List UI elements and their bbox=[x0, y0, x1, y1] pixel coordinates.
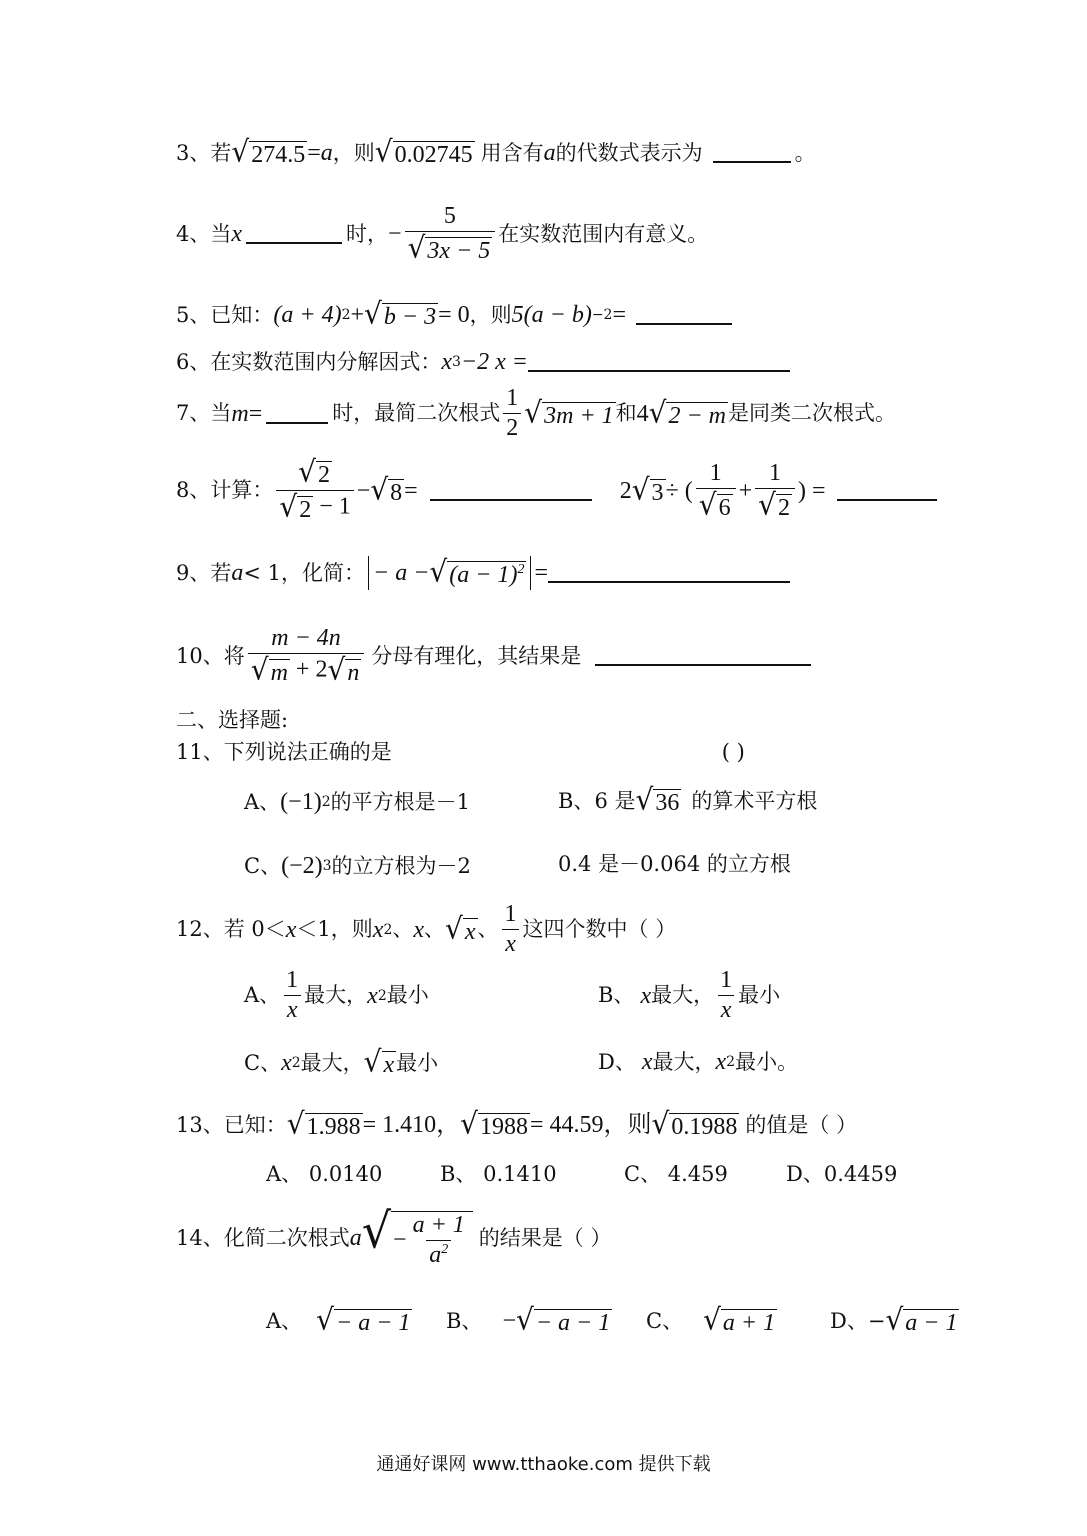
option-11-d[interactable]: 0.4 是－0.064 的立方根 bbox=[558, 852, 791, 876]
option-11-b[interactable]: B、 6 是 √ 36 的算术平方根 bbox=[558, 782, 818, 817]
answer-blank[interactable] bbox=[430, 481, 592, 501]
answer-blank[interactable] bbox=[246, 224, 342, 244]
option-13-a[interactable]: A、 0.0140 bbox=[266, 1162, 383, 1186]
option-13-c[interactable]: C、 4.459 bbox=[624, 1162, 728, 1186]
answer-blank[interactable] bbox=[837, 481, 937, 501]
answer-blank[interactable] bbox=[266, 404, 328, 424]
option-11-a[interactable]: A、 (−1) 2 的平方根是－1 bbox=[244, 789, 470, 815]
option-12-c[interactable]: C、 x 2 最大， √ x 最小 bbox=[244, 1044, 439, 1079]
option-14-b[interactable]: B、 − √ − a − 1 bbox=[446, 1302, 611, 1337]
option-14-d[interactable]: D、− √ a − 1 bbox=[830, 1302, 958, 1337]
question-9: 9、 若 a < 1，化简： − a − √ $(a - 1)^2$ = bbox=[176, 556, 794, 590]
question-4: 4、 当 x 时， − 5 √ 3x − 5 在实数范围内有意义。 bbox=[176, 203, 709, 265]
option-12-d[interactable]: D、 x 最大， x 2 最小。 bbox=[598, 1049, 799, 1075]
answer-blank[interactable] bbox=[528, 352, 790, 372]
question-6: 6、 在实数范围内分解因式： x 3 −2 x = bbox=[176, 350, 794, 374]
question-7: 7、 当 m = 时，最简二次根式 1 2 √ 3m + 1 和 4 √ 2 − m 是同类二次根式。 bbox=[176, 385, 897, 442]
option-14-a[interactable]: A、 √ − a − 1 bbox=[266, 1302, 411, 1337]
option-14-c[interactable]: C、 √ a + 1 bbox=[646, 1302, 776, 1337]
question-5: 5、 已知： (a + 4) 2 + √ b − 3 = 0 ，则 5(a − b) −2 = bbox=[176, 300, 736, 330]
question-14: 14、化简二次根式 a √ − $\frac{a + 1}{a^2}$ 的结果是（ ） bbox=[176, 1202, 612, 1269]
option-13-d[interactable]: D、0.4459 bbox=[786, 1162, 898, 1186]
answer-blank[interactable] bbox=[595, 646, 811, 666]
option-12-b[interactable]: B、 x 最大， 1 x 最小 bbox=[598, 967, 781, 1024]
option-12-a[interactable]: A、 1 x 最大， x 2 最小 bbox=[244, 967, 429, 1024]
question-8: 8、 计算： √ 2 √ 2 − 1 − √ 8 = 2 √ 3 ÷ ( 1 √ 6 + 1 √ 2 ) = bbox=[176, 458, 941, 523]
footer-text: 通通好课网 www.tthaoke.com 提供下载 bbox=[376, 1454, 711, 1475]
question-10: 10、 将 m − 4n √ m + 2 √ n 分母有理化，其结果是 bbox=[176, 626, 815, 686]
answer-blank[interactable] bbox=[713, 143, 791, 163]
option-13-b[interactable]: B、 0.1410 bbox=[440, 1162, 557, 1186]
question-13: 13、已知： √ 1.988 = 1.410， √ 1988 = 44.59，则 √ 0.1988 的值是（ ） bbox=[176, 1106, 858, 1141]
answer-blank[interactable] bbox=[636, 305, 732, 325]
question-3: 3、 若 √ 274.5 = a ，则 √ 0.02745 用含有 a 的代数式表示为 。 bbox=[176, 134, 816, 169]
question-11: 11、下列说法正确的是 ( ) bbox=[176, 740, 745, 764]
section-heading: 二、选择题: bbox=[176, 708, 289, 732]
answer-blank[interactable] bbox=[548, 563, 790, 583]
question-12: 12、若 0＜ x ＜1，则 x 2 、 x 、 √ x 、 1 x 这四个数中（ ） bbox=[176, 901, 677, 958]
option-11-c[interactable]: C、 (−2) 3 的立方根为－2 bbox=[244, 853, 471, 879]
